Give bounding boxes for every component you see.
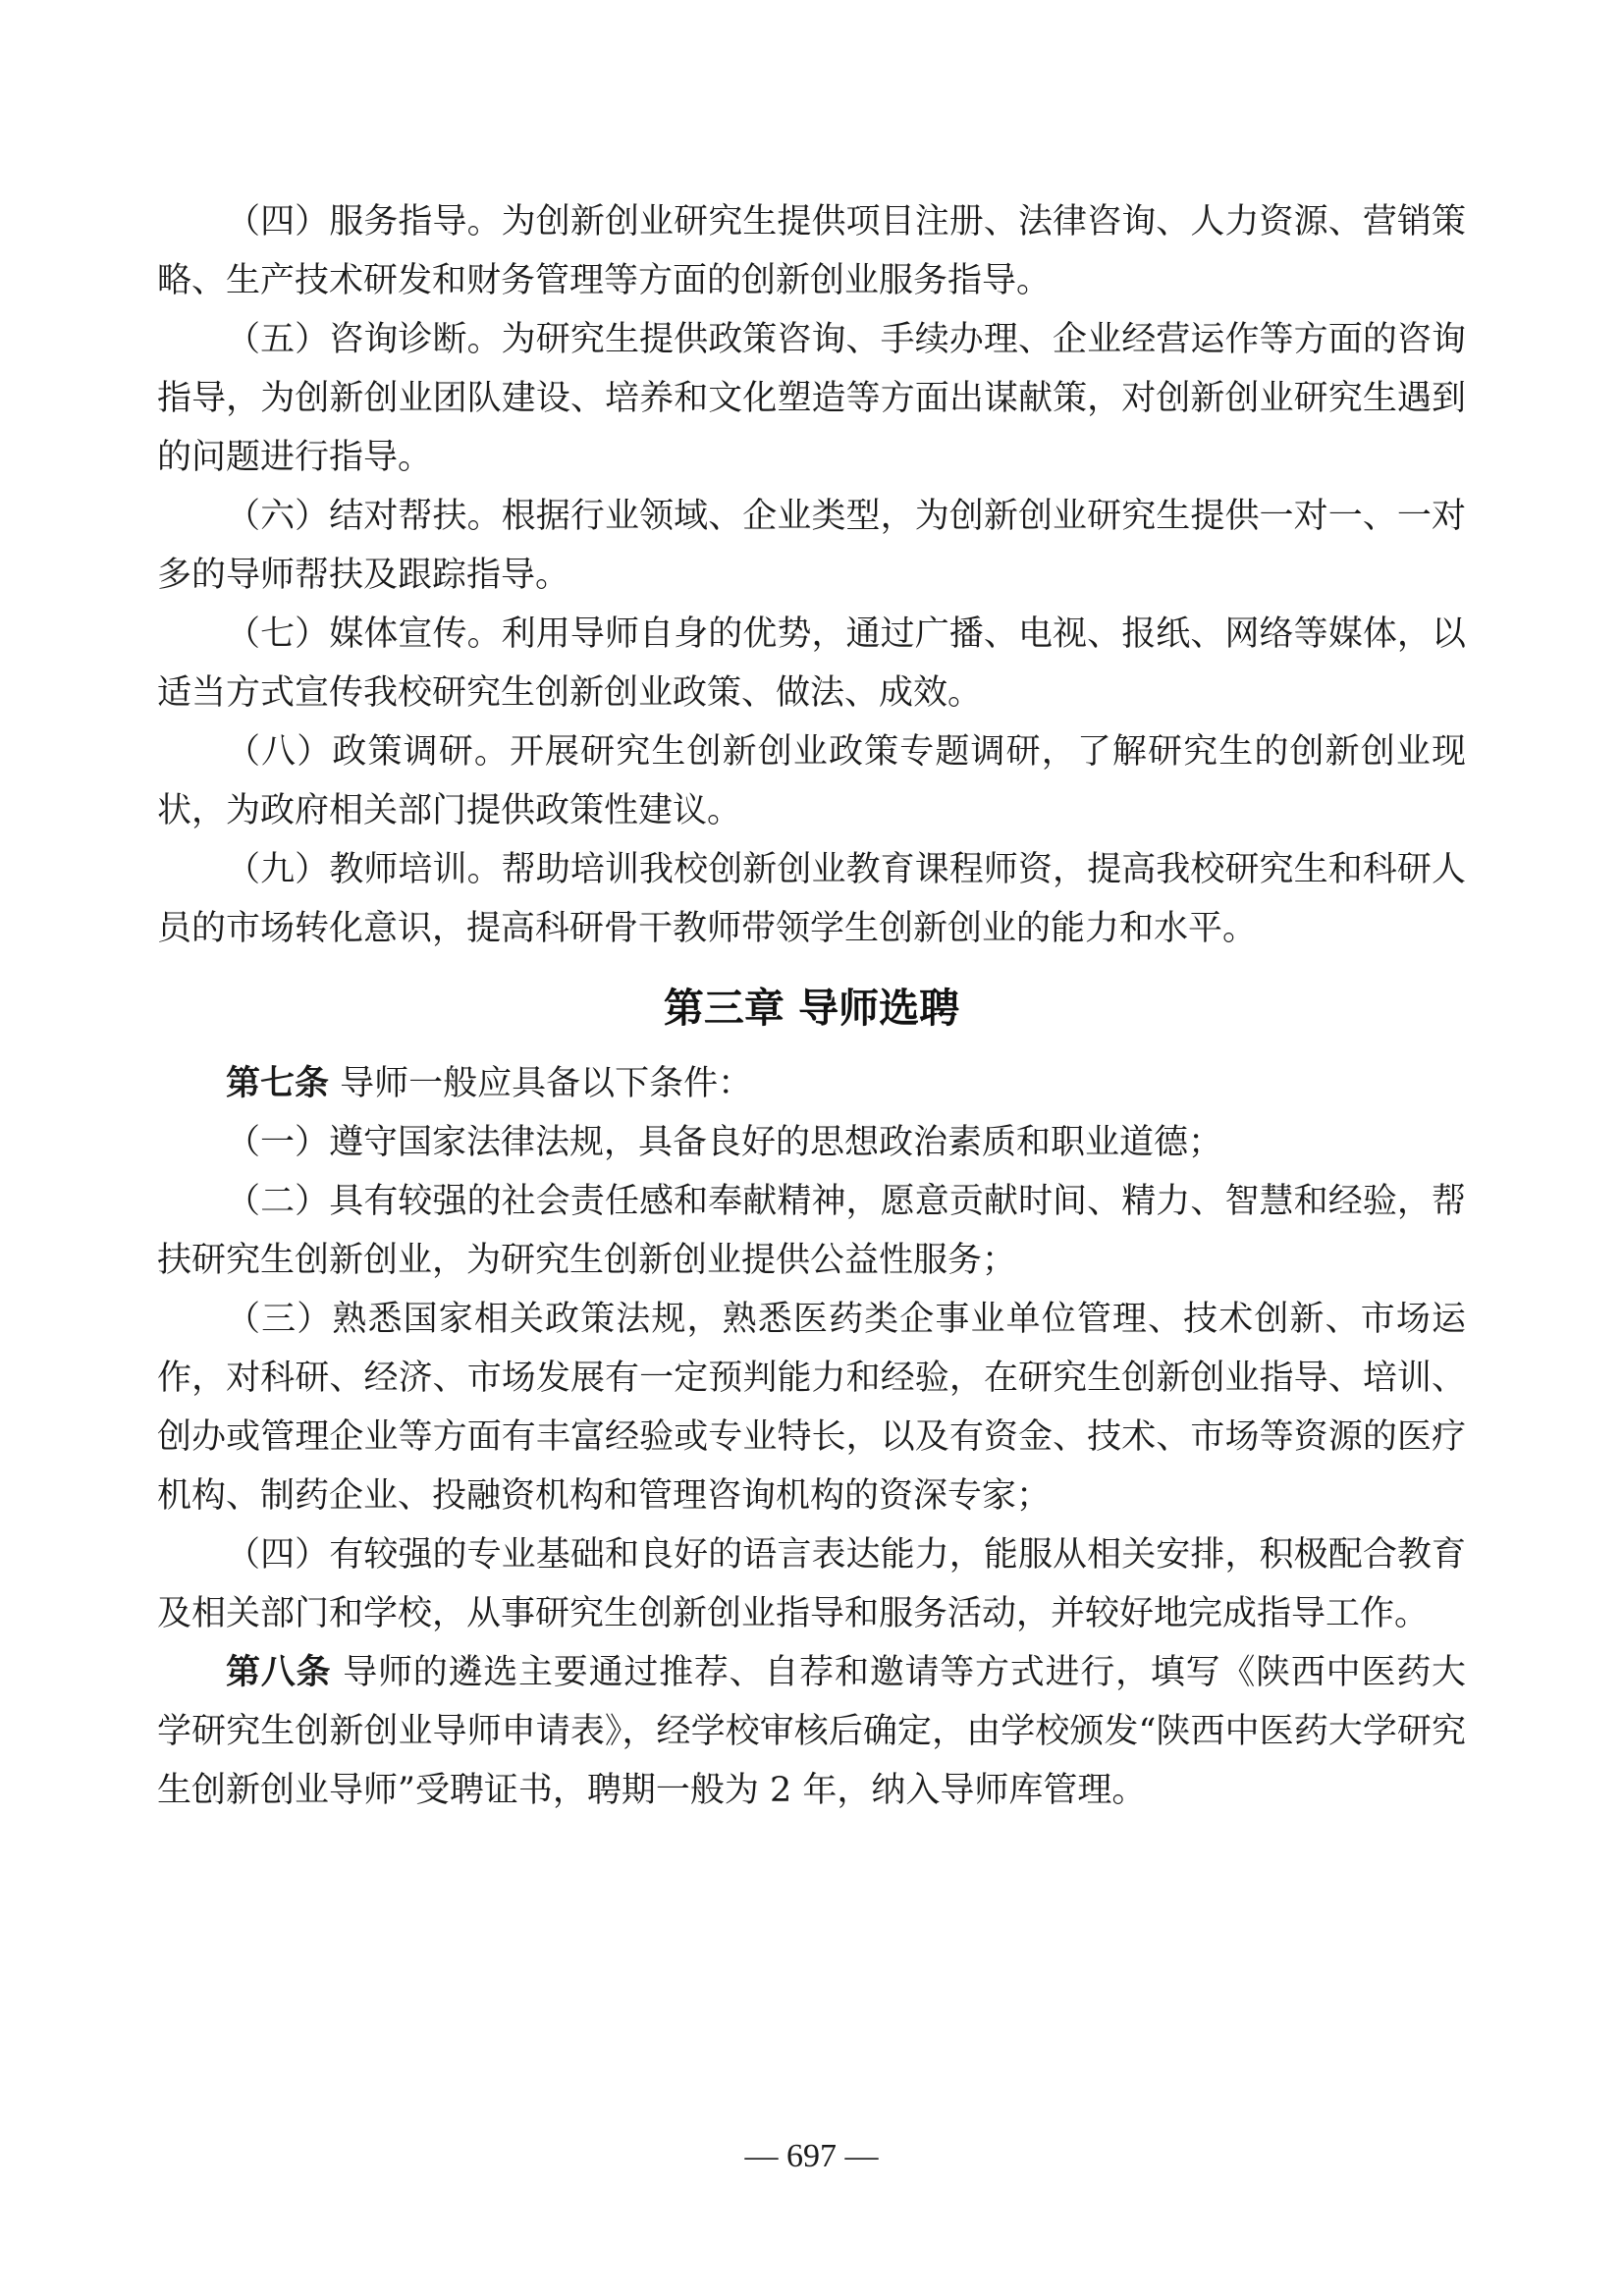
paragraph-policy-research: （八）政策调研。开展研究生创新创业政策专题调研，了解研究生的创新创业现状，为政府相关部门提供政策性建议。 <box>157 732 1466 830</box>
article-7-item-2: （二）具有较强的社会责任感和奉献精神，愿意贡献时间、精力、智慧和经验，帮扶研究生创新创业，为研究生创新创业提供公益性服务； <box>157 1182 1466 1280</box>
page-number: — 697 — <box>744 2138 879 2174</box>
article-7-item-1: （一）遵守国家法律法规，具备良好的思想政治素质和职业道德； <box>226 1123 1223 1162</box>
article-7-label: 第七条 <box>226 1064 330 1103</box>
document-body <box>157 192 1466 1820</box>
chapter-title: 第三章 导师选聘 <box>663 985 960 1032</box>
paragraph-media-promotion: （七）媒体宣传。利用导师自身的优势，通过广播、电视、报纸、网络等媒体，以适当方式宣传我校研究生创新创业政策、做法、成效。 <box>157 614 1466 713</box>
paragraph-consulting-diagnosis: （五）咨询诊断。为研究生提供政策咨询、手续办理、企业经营运作等方面的咨询指导，为创新创业团队建设、培养和文化塑造等方面出谋献策，对创新创业研究生遇到的问题进行指导。 <box>157 320 1466 477</box>
article-8-label: 第八条 <box>226 1653 332 1692</box>
article-8 <box>157 1643 1466 1820</box>
article-8-text: 导师的遴选主要通过推荐、自荐和邀请等方式进行，填写《陕西中医药大学研究生创新创业导师申请表》，经学校审核后确定，由学校颁发“陕西中医药大学研究生创新创业导师”受聘证书，聘期一般为 2 年，纳入导师库管理。 <box>157 1653 1466 1810</box>
paragraph-service-guidance: （四）服务指导。为创新创业研究生提供项目注册、法律咨询、人力资源、营销策略、生产技术研发和财务管理等方面的创新创业服务指导。 <box>157 202 1466 300</box>
paragraph-teacher-training: （九）教师培训。帮助培训我校创新创业教育课程师资，提高我校研究生和科研人员的市场转化意识，提高科研骨干教师带领学生创新创业的能力和水平。 <box>157 850 1466 948</box>
article-7-text: 导师一般应具备以下条件： <box>329 1064 753 1103</box>
paragraph-pair-assistance: （六）结对帮扶。根据行业领域、企业类型，为创新创业研究生提供一对一、一对多的导师帮扶及跟踪指导。 <box>157 497 1466 595</box>
article-7-item-3: （三）熟悉国家相关政策法规，熟悉医药类企事业单位管理、技术创新、市场运作，对科研、经济、市场发展有一定预判能力和经验，在研究生创新创业指导、培训、创办或管理企业等方面有丰富经验或专业特长，以及有资金、技术、市场等资源的医疗机构、制药企业、投融资机构和管理咨询机构的资深专家； <box>157 1300 1466 1516</box>
article-7 <box>157 1054 1466 1113</box>
article-7-item-4: （四）有较强的专业基础和良好的语言表达能力，能服从相关安排，积极配合教育及相关部门和学校，从事研究生创新创业指导和服务活动，并较好地完成指导工作。 <box>157 1535 1466 1633</box>
